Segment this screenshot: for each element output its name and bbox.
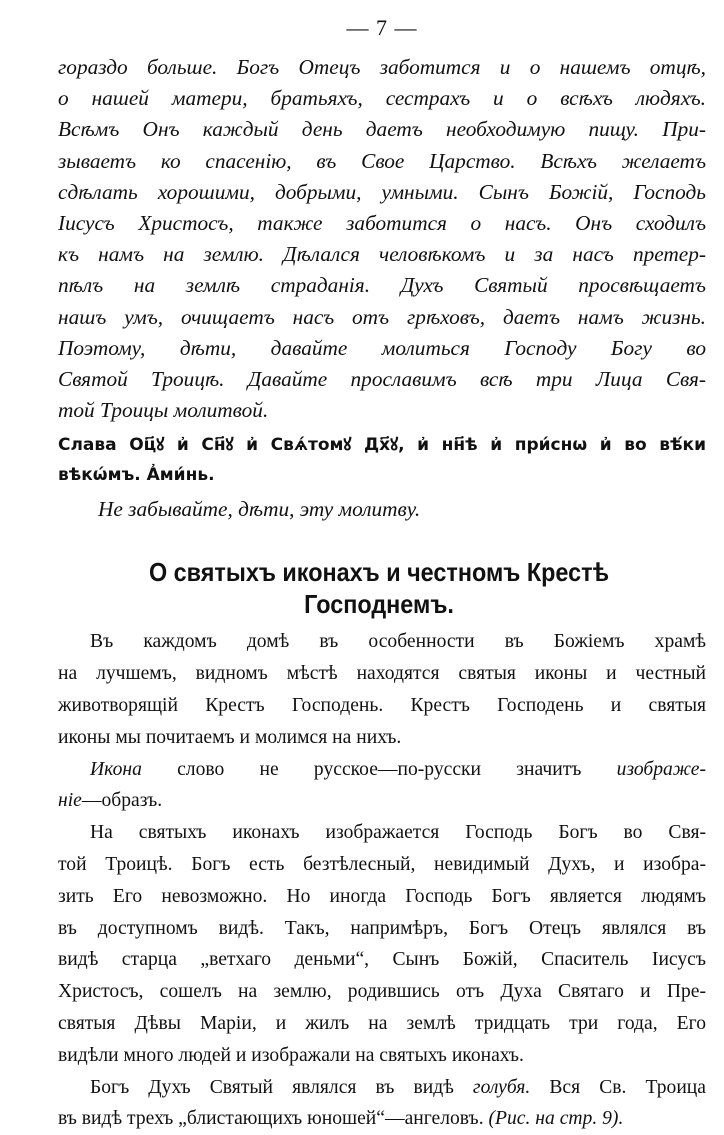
text-line: Всѣмъ Онъ каждый день даетъ необходимую пищу. При- [58, 117, 706, 142]
text-line: той Троицы молитвой. [58, 398, 269, 423]
text-line: На святыхъ иконахъ изображается Господь Богъ во Свя- [90, 822, 706, 844]
text-line: пѣлъ на землѣ страданія. Духъ Святый просвѣщаетъ [58, 273, 706, 298]
term-dove: голубя. [472, 1076, 531, 1098]
paragraph [58, 1072, 706, 1135]
text-line [58, 754, 706, 786]
heading-line: Господнемъ. [304, 589, 454, 620]
text-run: слово не русское—по-русски значитъ [141, 758, 617, 780]
text-run: Вся Св. Троица [530, 1076, 706, 1098]
text-line: видѣли много людей и изображали на святыхъ иконахъ. [58, 1044, 524, 1066]
paragraph [58, 817, 706, 1071]
text-line: къ намъ на землю. Дѣлался человѣкомъ и за насъ претер- [58, 242, 706, 267]
text-line: гораздо больше. Богъ Отецъ заботится и о нашемъ отцѣ, [58, 55, 706, 79]
text-line: Въ каждомъ домѣ въ особенности въ Божіемъ храмѣ [90, 631, 706, 653]
figure-reference: (Рис. на стр. 9). [488, 1108, 624, 1130]
text-line: о нашей матери, братьяхъ, сестрахъ и о всѣхъ людяхъ. [58, 86, 706, 111]
term-icon: Икона [90, 758, 142, 780]
text-run: въ видѣ трехъ „блистающихъ юношей“—ангеловъ. [58, 1108, 489, 1130]
text-line: на лучшемъ, видномъ мѣстѣ находятся святыя иконы и честный [58, 663, 706, 685]
text-line: той Троицѣ. Богъ есть безтѣлесный, невидимый Духъ, и изобра- [58, 854, 706, 876]
text-line: Святой Троицѣ. Давайте прославимъ всѣ три Лица Свя- [58, 367, 706, 392]
page-number: — 7 — [346, 15, 418, 40]
text-line: Поэтому, дѣти, давайте молиться Господу Богу во [58, 335, 706, 360]
term-image: изображе- [616, 758, 706, 780]
text-line: видѣ старца „ветхаго деньми“, Сынъ Божій, Спаситель Іисусъ [58, 949, 706, 971]
text-line [58, 1103, 706, 1135]
paragraph [58, 626, 706, 753]
text-line: сдѣлать хорошими, добрыми, умными. Сынъ Божій, Господь [58, 179, 706, 204]
text-line: Іисусъ Христосъ, также заботится о насъ. Онъ сходилъ [58, 211, 706, 236]
intro-paragraph [58, 52, 706, 426]
text-run: —образъ. [81, 790, 163, 812]
prayer-line: вѣкѡ́мъ. А҆ми́нь. [58, 465, 215, 486]
text-line [58, 785, 706, 817]
text-line: иконы мы почитаемъ и молимся на нихъ. [58, 726, 402, 748]
text-line: зываетъ ко спасенію, въ Свое Царство. Всѣхъ желаетъ [58, 148, 706, 173]
text-line: животворящій Крестъ Господень. Крестъ Господень и святыя [58, 695, 706, 717]
text-line: нашъ умъ, очищаетъ насъ отъ грѣховъ, даетъ намъ жизнь. [58, 304, 706, 329]
section-body [58, 626, 706, 1135]
reminder-text: Не забывайте, дѣти, эту молитву. [98, 497, 421, 522]
prayer-church-slavonic [58, 430, 706, 490]
section-heading [85, 556, 674, 620]
term-image-end: ніе [58, 790, 82, 812]
text-run: Богъ Духъ Святый являлся въ видѣ [90, 1076, 473, 1098]
text-line: зить Его невозможно. Но иногда Господь Богъ является людямъ [58, 885, 706, 907]
paragraph [58, 754, 706, 818]
text-line: въ доступномъ видѣ. Такъ, напримѣръ, Богъ Отецъ являлся въ [58, 917, 706, 939]
text-line: Христосъ, сошелъ на землю, родившись отъ Духа Святаго и Пре- [58, 981, 706, 1003]
text-line: святыя Дѣвы Маріи, и жилъ на землѣ тридцать три года, Его [58, 1013, 706, 1034]
prayer-line: Слава Оц҃ꙋ и҆ Сн҃ꙋ и҆ Свѧ́томꙋ Дх҃ꙋ, и҆ нн҃ѣ и҆ при́снѡ и҆ во вѣ́ки [58, 435, 706, 456]
text-line [58, 1072, 706, 1104]
heading-line: О святыхъ иконахъ и честномъ Крестѣ [148, 557, 610, 588]
